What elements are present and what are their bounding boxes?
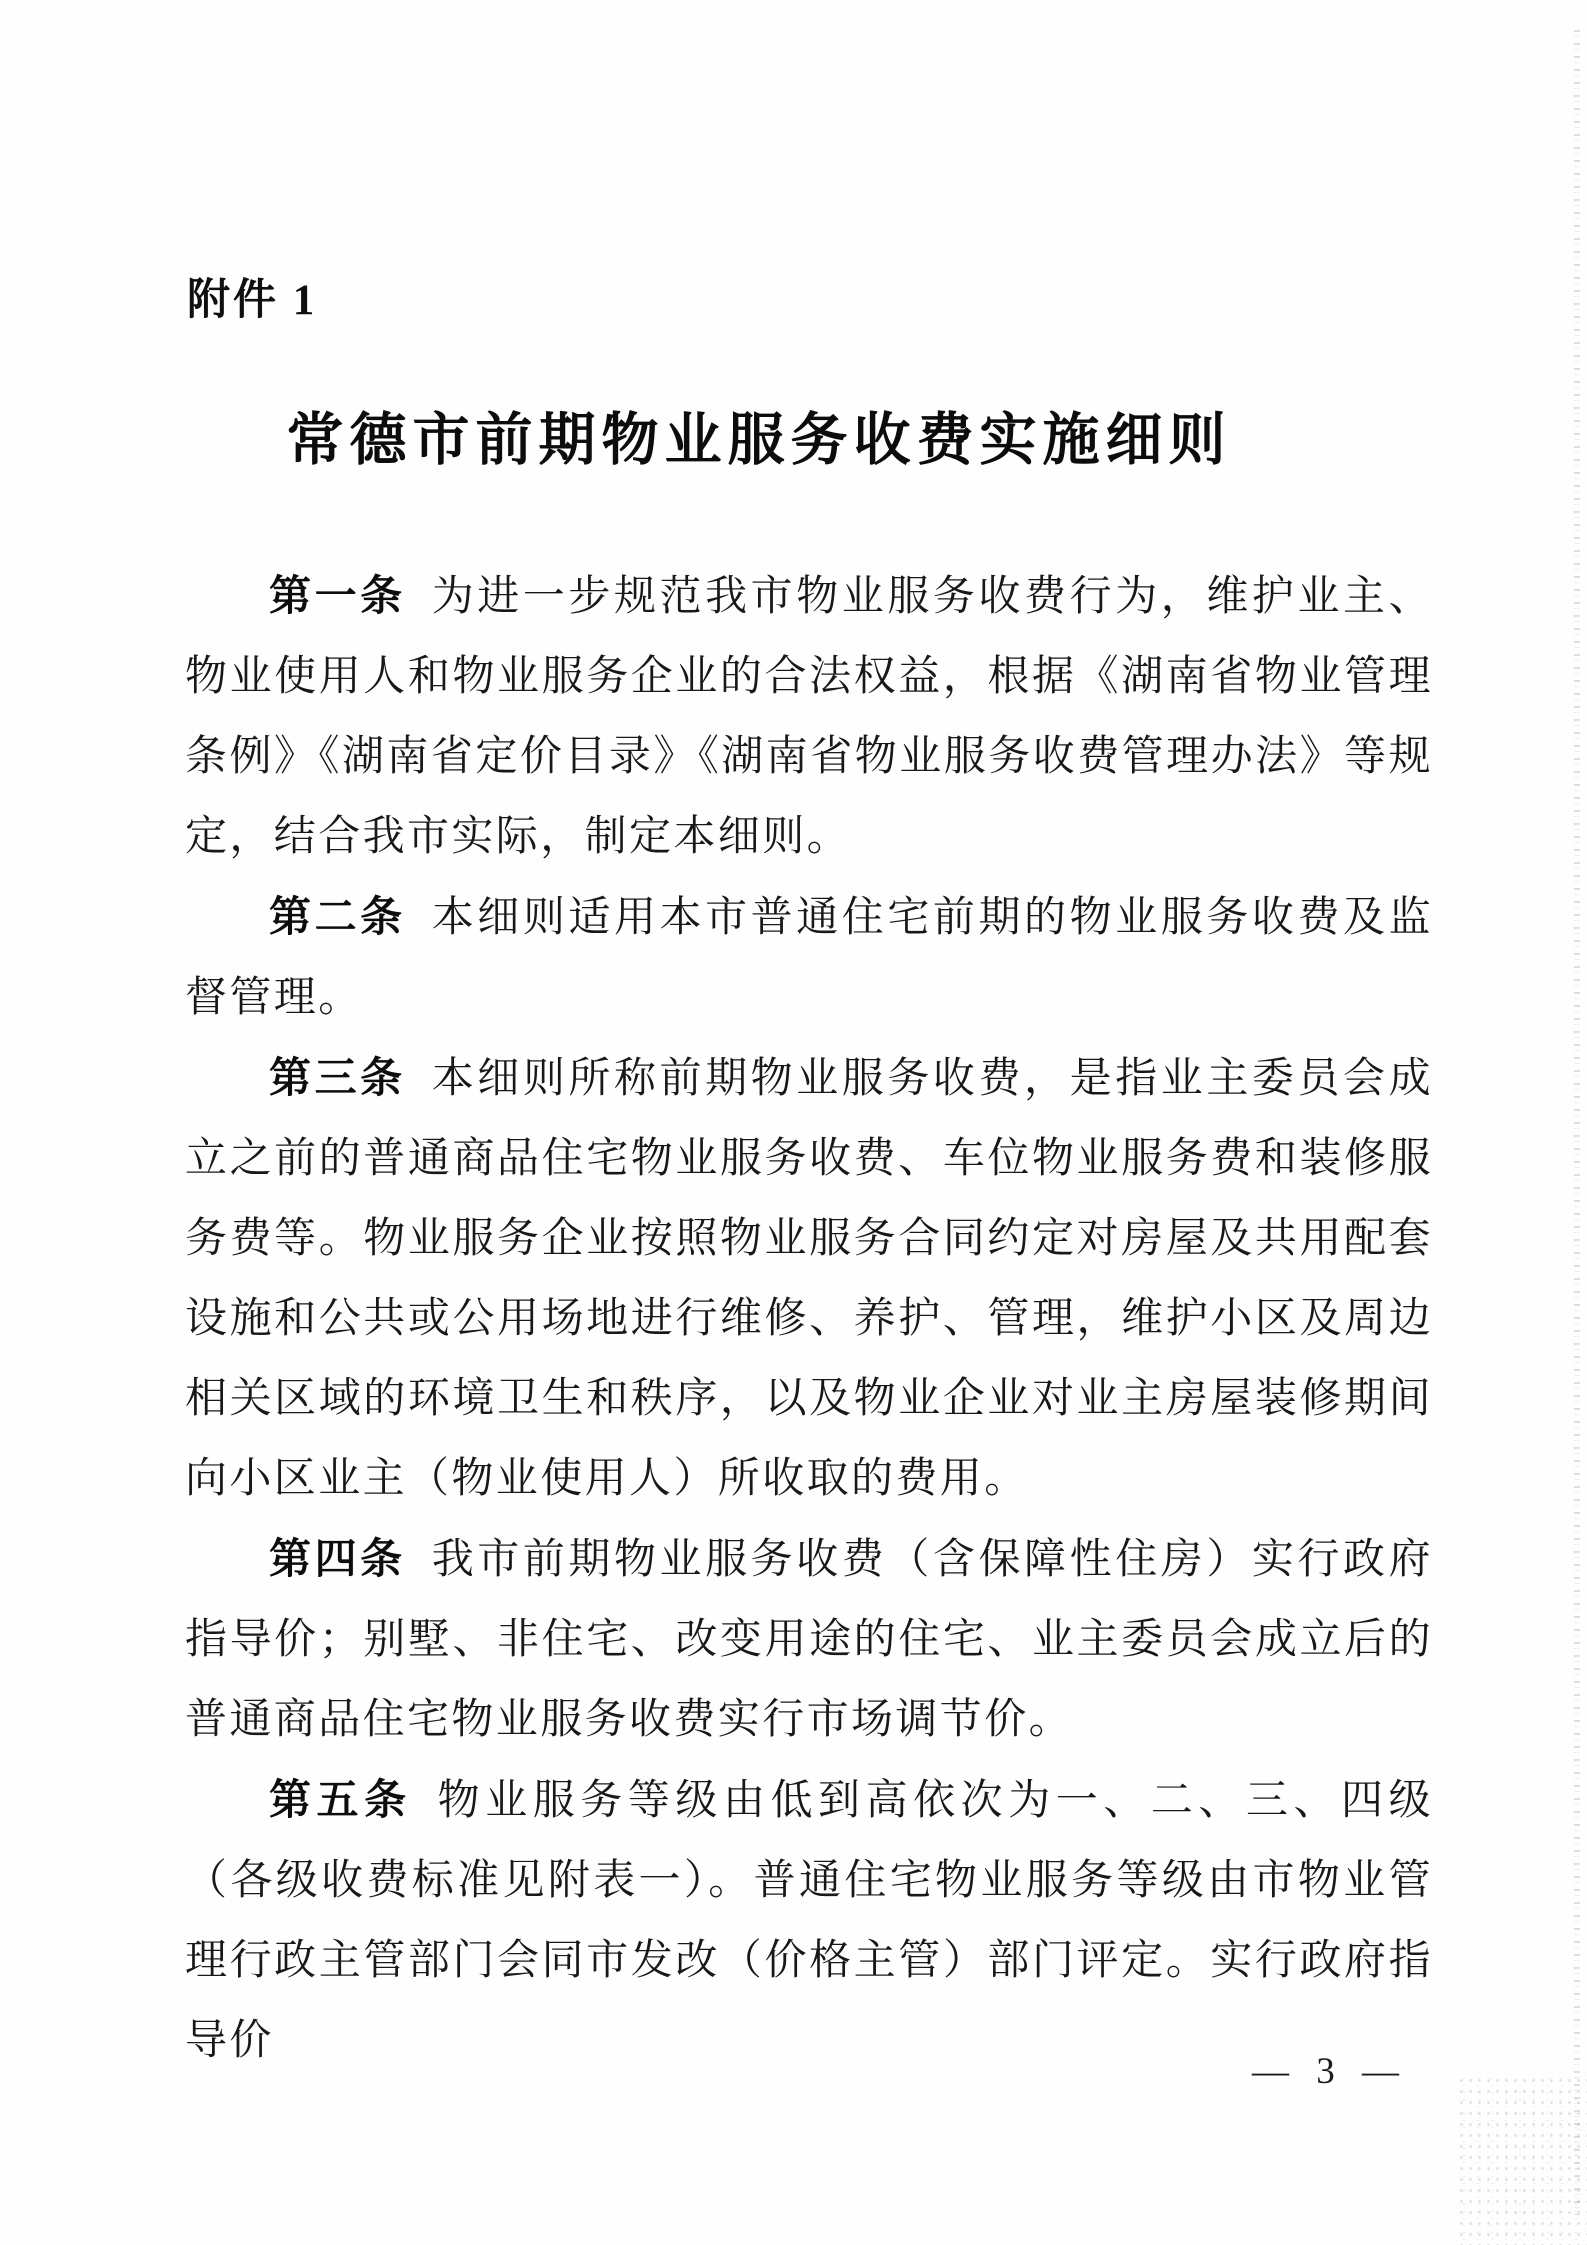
clause-label-2: 第二条 bbox=[269, 893, 406, 940]
scan-noise-corner bbox=[1457, 2075, 1587, 2245]
paragraph-article-2 bbox=[185, 877, 1433, 1038]
clause-label-1: 第一条 bbox=[269, 572, 406, 619]
paragraph-article-1 bbox=[185, 556, 1433, 877]
attachment-label: 附件 1 bbox=[187, 277, 318, 324]
document-body bbox=[185, 556, 1433, 2081]
paragraph-article-5 bbox=[185, 1760, 1433, 2081]
page-number: — 3 — bbox=[1252, 2051, 1408, 2092]
clause-text-5: 物业服务等级由低到高依次为一、二、三、四级（各级收费标准见附表一）。普通住宅物业服务等级由市物业管理行政主管部门会同市发改（价格主管）部门评定。实行政府指导价 bbox=[185, 1778, 1434, 2064]
clause-text-2: 本细则适用本市普通住宅前期的物业服务收费及监督管理。 bbox=[185, 895, 1433, 1021]
clause-text-1: 为进一步规范我市物业服务收费行为，维护业主、物业使用人和物业服务企业的合法权益，根据《湖南省物业管理条例》《湖南省定价目录》《湖南省物业服务收费管理办法》等规定，结合我市实际，制定本细则。 bbox=[185, 574, 1433, 860]
clause-label-5: 第五条 bbox=[269, 1776, 412, 1823]
paragraph-article-3 bbox=[185, 1038, 1433, 1519]
clause-text-4: 我市前期物业服务收费（含保障性住房）实行政府指导价；别墅、非住宅、改变用途的住宅、业主委员会成立后的普通商品住宅物业服务收费实行市场调节价。 bbox=[185, 1537, 1433, 1743]
clause-text-3: 本细则所称前期物业服务收费，是指业主委员会成立之前的普通商品住宅物业服务收费、车位物业服务费和装修服务费等。物业服务企业按照物业服务合同约定对房屋及共用配套设施和公共或公用场地进行维修、养护、管理，维护小区及周边相关区域的环境卫生和秩序，以及物业企业对业主房屋装修期间向小区业主（物业使用人）所收取的费用。 bbox=[185, 1056, 1433, 1502]
clause-label-4: 第四条 bbox=[269, 1535, 406, 1582]
clause-label-3: 第三条 bbox=[269, 1054, 406, 1101]
scan-noise-edge bbox=[1574, 30, 1580, 2215]
document-title: 常德市前期物业服务收费实施细则 bbox=[286, 409, 1232, 472]
title-row bbox=[185, 394, 1433, 476]
paragraph-article-4 bbox=[185, 1519, 1433, 1760]
